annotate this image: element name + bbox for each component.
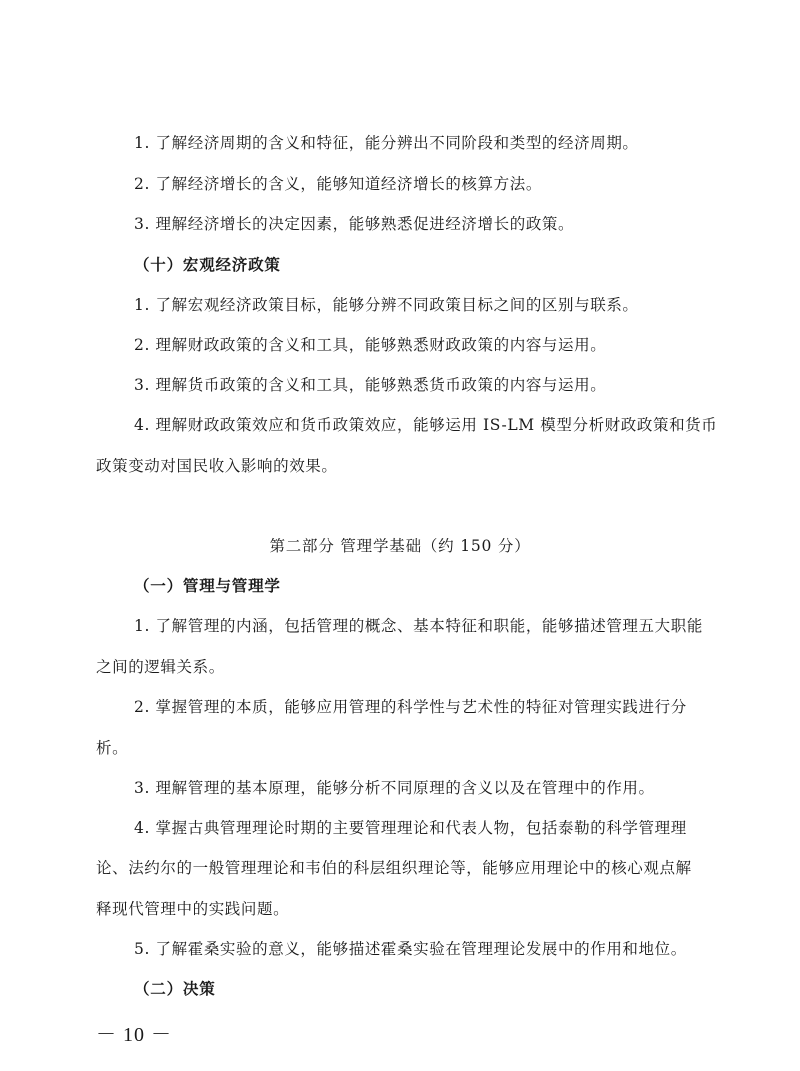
part-title: 第二部分 管理学基础（约 150 分） [269,537,531,555]
item-growth-factors: 3. 理解经济增长的决定因素，能够熟悉促进经济增长的政策。 [134,215,575,233]
item-management-principles: 3. 理解管理的基本原理，能够分析不同原理的含义以及在管理中的作用。 [134,779,655,797]
section-heading-decision: （二）决策 [134,980,216,998]
item-management-essence-cont: 析。 [96,739,129,757]
item-policy-effects: 4. 理解财政政策效应和货币政策效应，能够运用 IS-LM 模型分析财政政策和货币 [134,416,718,434]
item-economic-growth: 2. 了解经济增长的含义，能够知道经济增长的核算方法。 [134,175,542,193]
page-number: － 10 － [96,1024,172,1046]
item-policy-effects-cont: 政策变动对国民收入影响的效果。 [96,457,338,475]
item-management-connotation-cont: 之间的逻辑关系。 [96,658,225,676]
section-heading-macro-policy: （十）宏观经济政策 [134,256,281,274]
item-monetary-policy: 3. 理解货币政策的含义和工具，能够熟悉货币政策的内容与运用。 [134,376,607,394]
item-economic-cycle: 1. 了解经济周期的含义和特征，能分辨出不同阶段和类型的经济周期。 [134,134,639,152]
item-policy-goals: 1. 了解宏观经济政策目标，能够分辨不同政策目标之间的区别与联系。 [134,296,639,314]
section-heading-management: （一）管理与管理学 [134,577,281,595]
item-classical-theory-cont2: 释现代管理中的实践问题。 [96,900,290,918]
item-management-essence: 2. 掌握管理的本质，能够应用管理的科学性与艺术性的特征对管理实践进行分 [134,698,687,716]
item-management-connotation: 1. 了解管理的内涵，包括管理的概念、基本特征和职能，能够描述管理五大职能 [134,617,703,635]
item-classical-theory: 4. 掌握古典管理理论时期的主要管理理论和代表人物，包括泰勒的科学管理理 [134,819,687,837]
item-classical-theory-cont: 论、法约尔的一般管理理论和韦伯的科层组织理论等，能够应用理论中的核心观点解 [96,859,692,877]
item-hawthorne: 5. 了解霍桑实验的意义，能够描述霍桑实验在管理理论发展中的作用和地位。 [134,940,687,958]
item-fiscal-policy: 2. 理解财政政策的含义和工具，能够熟悉财政政策的内容与运用。 [134,336,607,354]
